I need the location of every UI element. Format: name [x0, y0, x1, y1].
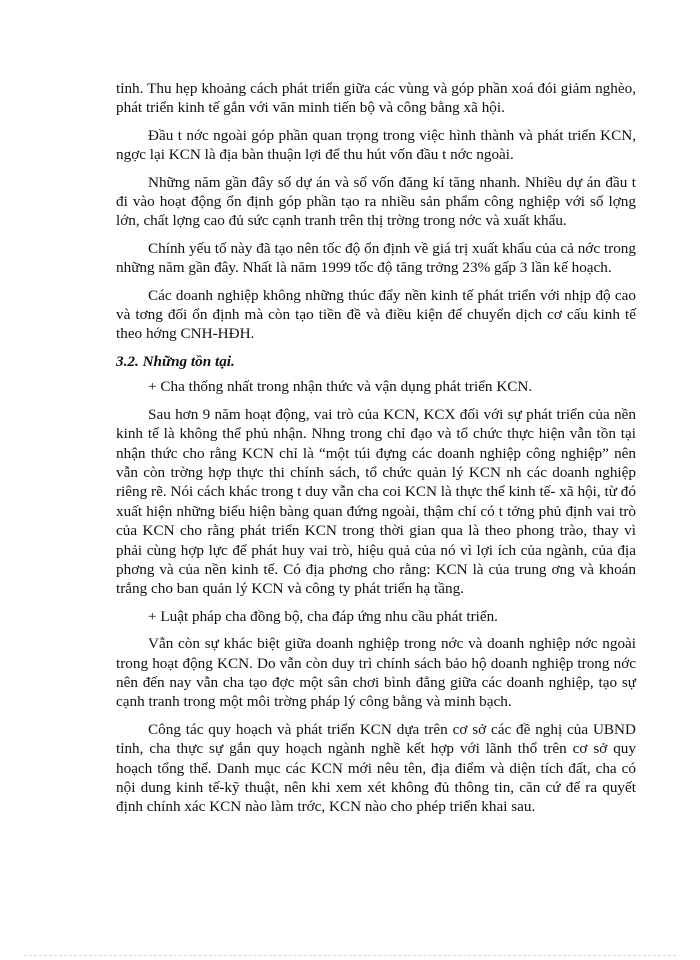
paragraph-domestic-foreign: Vẫn còn sự khác biệt giữa doanh nghiệp trong nớc và doanh nghiệp nớc ngoài trong hoạt động KCN. Do vẫn còn duy trì chính sách bảo hộ doanh nghiệp trong nớc nên đến nay vẫn cha tạo đợc một sân chơi bình đẳng giữa các doanh nghiệp, tạo sự cạnh tranh trong một môi trờng pháp lý công bằng và minh bạch. — [116, 635, 636, 711]
paragraph-bullet-awareness: + Cha thống nhất trong nhận thức và vận dụng phát triển KCN. — [148, 378, 533, 396]
page-bottom-divider — [24, 955, 676, 956]
paragraph-role-of-kcn: Sau hơn 9 năm hoạt động, vai trò của KCN, KCX đối với sự phát triển của nền kinh tế là không thể phủ nhận. Nhng trong chỉ đạo và tổ chức thực hiện vẫn tồn tại nhận thức cho rằng KCN chỉ là “một túi đựng các doanh nghiệp công nghiệp” nên vẫn còn trờng hợp thực thi chính sách, tổ chức quản lý KCN nh các doanh nghiệp riêng rẽ. Nói cách khác trong t duy vẫn cha coi KCN là thực thể kinh tế- xã hội, từ đó xuất hiện những biểu hiện bàng quan đứng ngoài, thậm chí có t tởng phủ định vai trò của KCN cho rằng phát triển KCN trong thời gian qua là theo phong trào, thay vì phải cùng hợp lực để phát huy vai trò, hiệu quả của nó vì lợi ích của ngành, của địa phơng và của nền kinh tế. Có địa phơng cho rằng: KCN là của trung ơng và khoán trắng cho ban quản lý KCN và công ty phát triển hạ tầng. — [116, 405, 636, 598]
paragraph-continuation: tỉnh. Thu hẹp khoảng cách phát triển giữa các vùng và góp phần xoá đói giảm nghèo, phát triển kinh tế gắn với văn minh tiến bộ và công bằng xã hội. — [116, 80, 636, 117]
document-body — [116, 79, 636, 825]
paragraph-planning: Công tác quy hoạch và phát triển KCN dựa trên cơ sở các đề nghị của UBND tỉnh, cha thực sự gắn quy hoạch ngành nghề kết hợp với lãnh thổ trên cơ sở quy hoạch tổng thể. Danh mục các KCN mới nêu tên, địa điểm và diện tích đất, cha có nội dung kinh tế-kỹ thuật, nên khi xem xét không đủ thông tin, căn cứ để ra quyết định chính xác KCN nào làm trớc, KCN nào cho phép triển khai sau. — [116, 720, 636, 816]
paragraph-bullet-law: + Luật pháp cha đồng bộ, cha đáp ứng nhu cầu phát triển. — [148, 607, 498, 625]
paragraph-foreign-investment: Đầu t nớc ngoài góp phần quan trọng trong việc hình thành và phát triển KCN, ngợc lại KCN là địa bàn thuận lợi để thu hút vốn đầu t nớc ngoài. — [116, 126, 636, 164]
paragraph-export-growth: Chính yếu tố này đã tạo nên tốc độ ổn định về giá trị xuất khẩu của cả nớc trong những năm gần đây. Nhất là năm 1999 tốc độ tăng trởng 23% gấp 3 lần kế hoạch. — [116, 239, 636, 277]
paragraph-projects-growth: Những năm gần đây số dự án và số vốn đăng kí tăng nhanh. Nhiều dự án đầu t đi vào hoạt động ổn định góp phần tạo ra nhiều sản phẩm công nghiệp với số lợng lớn, chất lợng cao đủ sức cạnh tranh trên thị trờng trong nớc và xuất khẩu. — [116, 173, 636, 230]
paragraph-enterprises: Các doanh nghiệp không những thúc đẩy nền kinh tế phát triển với nhịp độ cao và tơng đối ổn định mà còn tạo tiền đề và điều kiện để chuyển dịch cơ cấu kinh tế theo hớng CNH-HĐH. — [116, 286, 636, 343]
section-heading: 3.2. Những tồn tại. — [116, 352, 235, 370]
